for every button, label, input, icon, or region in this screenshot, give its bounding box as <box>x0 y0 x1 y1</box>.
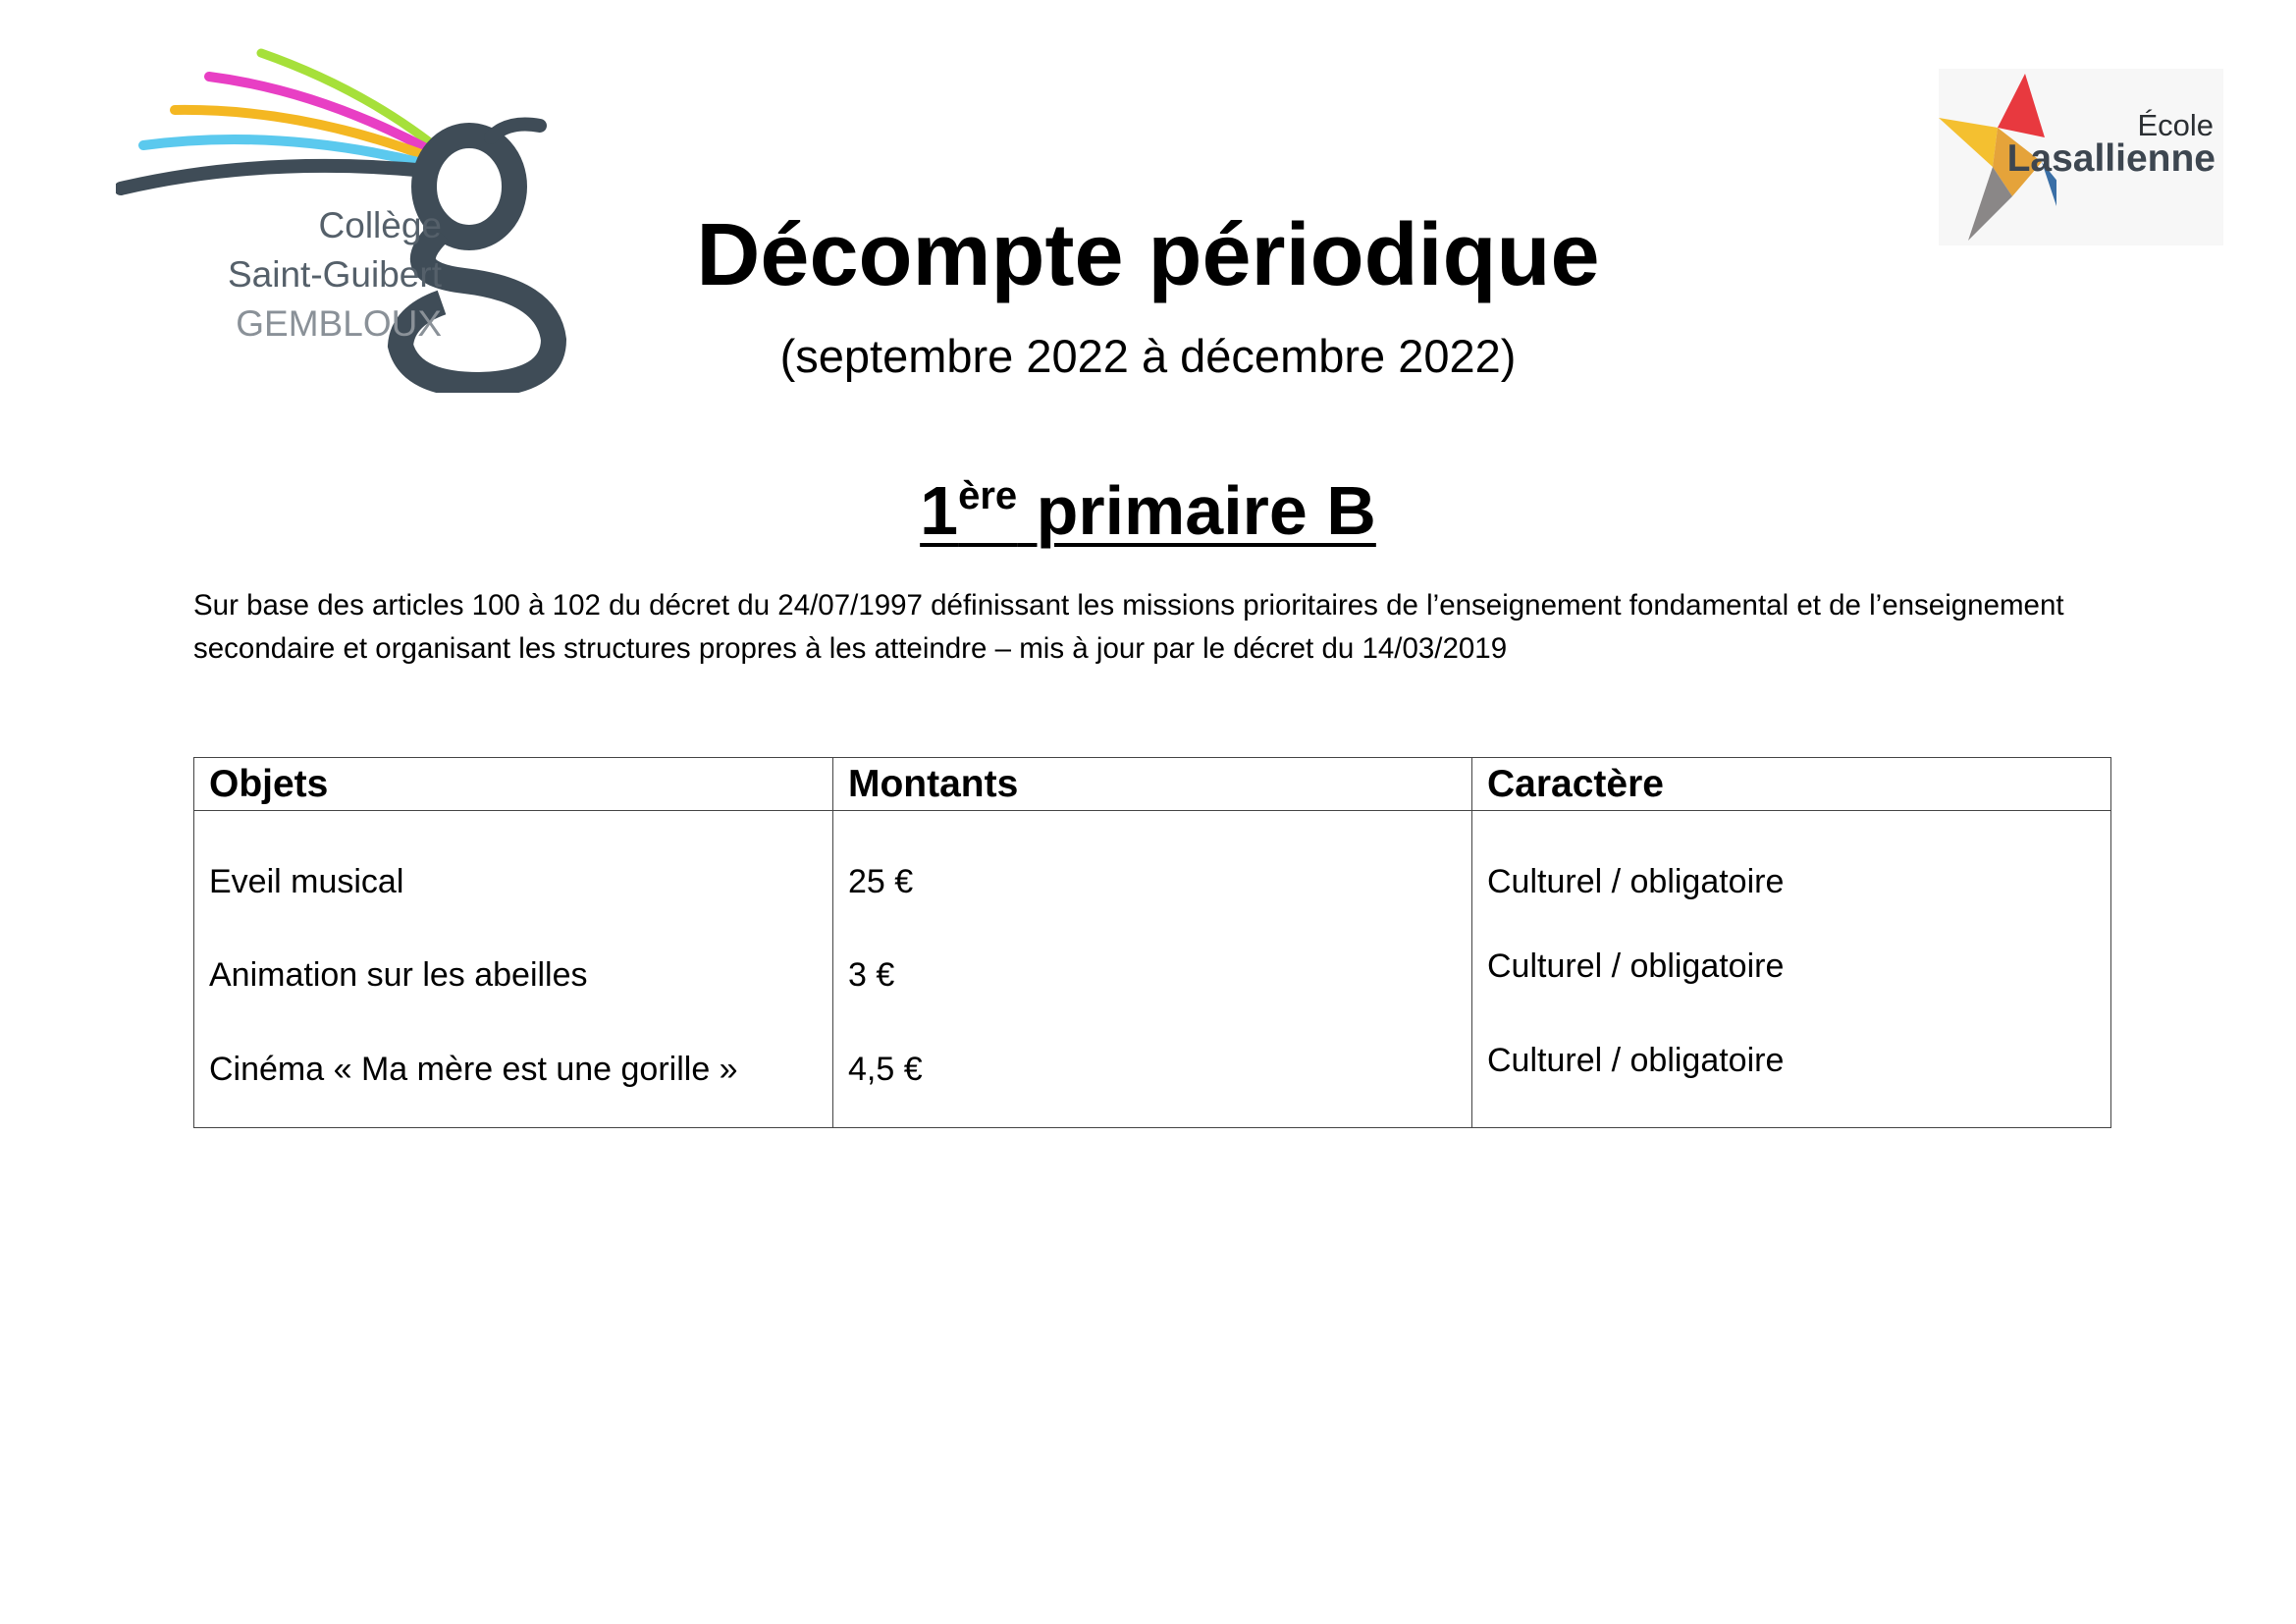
caractere-item: Culturel / obligatoire <box>1487 863 1785 900</box>
header-caractere: Caractère <box>1472 758 2111 811</box>
college-logo-line2: Saint-Guibert <box>228 254 442 295</box>
amounts-table <box>193 757 2111 1128</box>
legal-intro-paragraph: Sur base des articles 100 à 102 du décret du 24/07/1997 définissant les missions prioritaires de l’enseignement fondamental et de l’enseignement secondaire et organisant les structures propres à les atteindre – mis à jour par le décret du 14/03/2019 <box>193 589 2064 665</box>
class-title <box>0 461 2296 560</box>
montant-item: 4,5 € <box>848 1051 923 1088</box>
logo-ecole-text: École <box>2137 108 2214 142</box>
college-logo-line1: Collège <box>318 205 442 245</box>
caractere-item: Culturel / obligatoire <box>1487 1042 1785 1079</box>
class-name: primaire B <box>1017 472 1376 549</box>
college-logo-line3: GEMBLOUX <box>236 303 442 344</box>
caractere-item: Culturel / obligatoire <box>1487 947 1785 985</box>
caractere-cell <box>1472 811 2111 1128</box>
header-montants: Montants <box>833 758 1472 811</box>
table-header-row <box>194 758 2111 811</box>
objet-item: Animation sur les abeilles <box>209 956 588 994</box>
montants-cell <box>833 811 1472 1128</box>
class-number: 1 <box>920 472 959 549</box>
objets-cell <box>194 811 833 1128</box>
page-subtitle: (septembre 2022 à décembre 2022) <box>779 330 1517 382</box>
page-title: Décompte périodique <box>696 206 1600 304</box>
objet-item: Eveil musical <box>209 863 404 900</box>
montant-item: 25 € <box>848 863 914 900</box>
montant-item: 3 € <box>848 956 895 994</box>
objet-item: Cinéma « Ma mère est une gorille » <box>209 1051 738 1088</box>
header-objets: Objets <box>194 758 833 811</box>
class-ordinal: ère <box>958 474 1018 517</box>
table-row <box>194 811 2111 1128</box>
logo-brand-text: Lasallienne <box>2006 137 2216 180</box>
